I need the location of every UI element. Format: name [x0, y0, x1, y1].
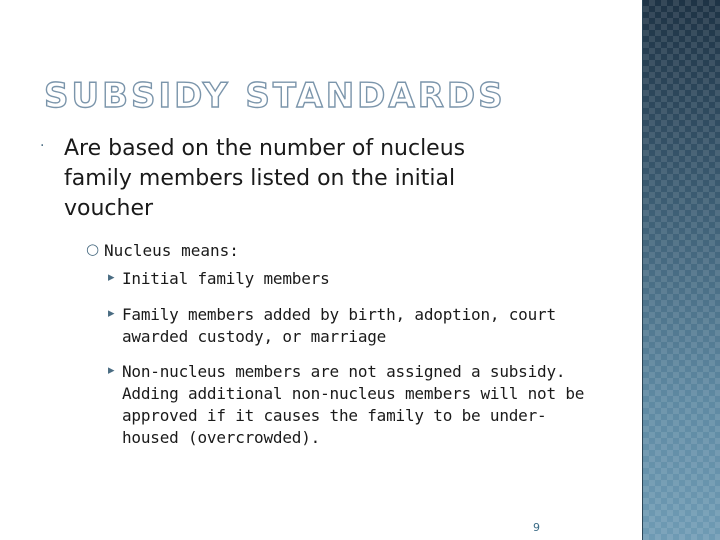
page-number: 9 — [533, 521, 540, 534]
slide-title: SUBSIDY STANDARDS — [44, 76, 506, 116]
decorative-side-panel — [642, 0, 720, 540]
bullet-level2 — [86, 240, 546, 262]
bullet-level3-text: Non-nucleus members are not assigned a subsidy. Adding additional non-nucleus members will not be approved if it causes the family to be under-housed (overcrowded). — [122, 362, 585, 447]
bullet-level3-item — [108, 268, 598, 290]
bullet-level3-item — [108, 361, 598, 449]
bullet-dot-icon: · — [40, 138, 45, 154]
bullet-level3-text: Initial family members — [122, 269, 330, 288]
bullet-level1 — [40, 134, 520, 224]
bullet-level1-text: Are based on the number of nucleus family members listed on the initial voucher — [64, 136, 466, 221]
triangle-bullet-icon: ▸ — [108, 306, 115, 321]
triangle-bullet-icon: ▸ — [108, 270, 115, 285]
triangle-bullet-icon: ▸ — [108, 363, 115, 378]
bullet-level3-text: Family members added by birth, adoption, court awarded custody, or marriage — [122, 305, 556, 346]
bullet-level2-text: Nucleus means: — [104, 241, 239, 260]
bullet-level3-item — [108, 304, 598, 348]
circle-bullet-icon: ○ — [86, 240, 100, 258]
